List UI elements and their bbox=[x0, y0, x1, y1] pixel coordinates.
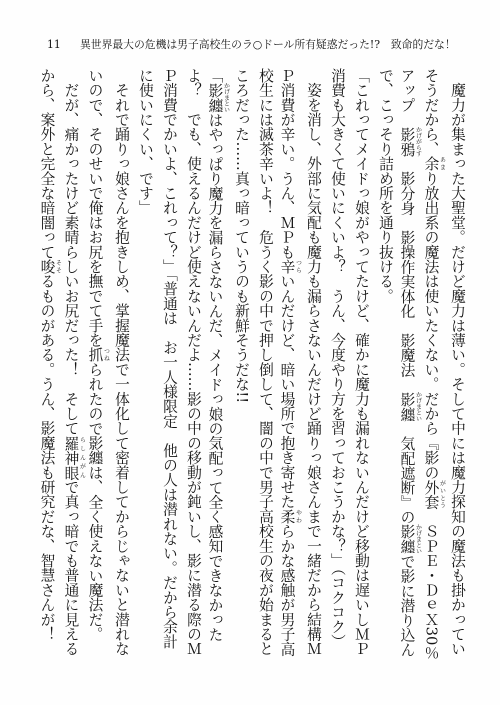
ruby-base: 外套 bbox=[422, 479, 440, 510]
text-run: 消費も大きくて使いにくいよ？ うん、今度やり方を習っておこうかな？」（コクコク） bbox=[329, 68, 346, 649]
furigana: あま bbox=[438, 156, 446, 171]
ruby-base: 影纏 bbox=[206, 82, 224, 113]
ruby-base: 影鴉 bbox=[398, 126, 416, 157]
text-run: 姿を消し、外部に気配も魔力も漏らさないんだけど踊りっ娘さんまで一緒だから結構Ｍ bbox=[305, 68, 322, 656]
text-line bbox=[445, 68, 469, 674]
text-line bbox=[61, 68, 85, 674]
text-run: から、案外と完全な暗闇って bbox=[38, 68, 56, 260]
text-run: るものがある。うん、影魔法も研究だな、智慧さんが！ bbox=[38, 273, 56, 642]
text-run: アップ bbox=[398, 68, 416, 127]
text-line bbox=[373, 68, 397, 674]
text-run: 影分身 影操作実体化 影魔法 bbox=[398, 156, 416, 392]
text-run: り放出系の魔法は使いたくない。だから『影の bbox=[422, 170, 440, 480]
text-line bbox=[37, 68, 61, 674]
ruby-word bbox=[398, 126, 422, 157]
text-run: 気配遮断』の bbox=[398, 421, 416, 525]
text-run: Ｐ消費が辛い。うん、ＭＰも bbox=[278, 68, 296, 260]
furigana: かげまとい bbox=[414, 524, 422, 555]
furigana: やわ bbox=[294, 509, 302, 524]
furigana: がいとう bbox=[438, 479, 446, 510]
ruby-base: 柔 bbox=[278, 509, 296, 524]
ruby-base: 羅神眼 bbox=[62, 435, 80, 480]
text-run: 校生には滅茶辛いよ！ 危うく影の中で押し倒して、闇の中で男子高校生の夜が始まると bbox=[257, 68, 274, 656]
text-line bbox=[157, 68, 181, 674]
text-run: Ｐ消費でかいよ、これって？」「普通は お一人様限定 他の人は潜れない。だから余計 bbox=[161, 68, 178, 649]
ruby-word bbox=[278, 509, 302, 524]
running-header bbox=[0, 37, 500, 53]
text-line bbox=[109, 68, 133, 674]
ruby-base: 影纏 bbox=[398, 524, 416, 555]
text-run: いので、そのせいで俺はお尻を撫でて手を bbox=[86, 68, 104, 348]
ruby-base: 余 bbox=[422, 156, 440, 171]
text-run: そうだから、 bbox=[422, 68, 440, 157]
text-line bbox=[301, 68, 325, 674]
text-run: よ？ でも、使えるんだけど使えないんだよ……影の中の移動が鈍いし、影に潜る際のＭ bbox=[185, 68, 202, 656]
text-run: だが、痛かったけど素晴らしいお尻だった！ そして bbox=[62, 68, 80, 436]
text-line bbox=[397, 68, 421, 674]
page-number: 11 bbox=[47, 38, 61, 51]
furigana: つら bbox=[294, 259, 302, 274]
furigana: つね bbox=[102, 347, 110, 363]
text-run: はやっぱり魔力を漏らさないんだ、メイドっ娘の気配って全く感知できなかった bbox=[206, 112, 224, 642]
ruby-word bbox=[38, 259, 62, 274]
furigana: かげまとい bbox=[414, 391, 422, 422]
text-run: られたので影纏は、全く使えない魔法だ。 bbox=[86, 362, 104, 642]
text-line bbox=[253, 68, 277, 674]
text-run: それで踊りっ娘さんを抱きしめ、掌握魔法で一体化して密着してからじゃないと潜れな bbox=[113, 68, 130, 656]
ruby-base: 唆 bbox=[38, 259, 56, 274]
text-line bbox=[277, 68, 301, 674]
ruby-base: 抓 bbox=[86, 347, 104, 363]
furigana: かげまとい bbox=[222, 82, 230, 113]
text-run: 「これってメイドっ娘がやってたけど、確かに魔力も漏れないんだけど移動は遅いしＭＰ bbox=[353, 68, 370, 656]
ruby-word bbox=[422, 479, 446, 510]
ruby-word bbox=[398, 524, 422, 555]
ruby-word bbox=[206, 82, 230, 113]
text-line bbox=[133, 68, 157, 674]
text-run: で真っ暗でも普通に見える bbox=[62, 479, 80, 657]
text-run: いんだけど、暗い場所で抱き寄せた bbox=[278, 273, 296, 510]
text-run: で影に潜り込ん bbox=[398, 554, 416, 657]
text-line bbox=[85, 68, 109, 674]
text-run: 魔力が集まった大聖堂。だけど魔力は薄い。そして中には魔力探知の魔法も掛かってい bbox=[449, 68, 466, 656]
text-run: らかな感触が男子高 bbox=[278, 523, 296, 657]
furigana: らしんがん bbox=[78, 435, 86, 480]
chapter-title: 異世界最大の危機は男子高校生のラ○ドール所有疑惑だった!? 致命的だな！ bbox=[80, 38, 456, 51]
text-line bbox=[421, 68, 445, 674]
ruby-word bbox=[278, 259, 302, 274]
furigana: そそ bbox=[54, 259, 62, 274]
text-line bbox=[229, 68, 253, 674]
text-run: に使いにくい、です」 bbox=[137, 68, 154, 215]
text-line bbox=[349, 68, 373, 674]
body-text bbox=[37, 68, 469, 674]
furigana: かげがらす bbox=[414, 126, 422, 157]
text-run: ＳＰＥ・ＤｅＸ30％ bbox=[422, 509, 440, 661]
ruby-word bbox=[62, 435, 86, 480]
ruby-word bbox=[86, 347, 110, 363]
text-run: 「 bbox=[206, 68, 224, 83]
text-line bbox=[325, 68, 349, 674]
ruby-base: 影纏 bbox=[398, 391, 416, 422]
ruby-base: 辛 bbox=[278, 259, 296, 274]
text-line bbox=[205, 68, 229, 674]
ruby-word bbox=[422, 156, 446, 171]
ruby-word bbox=[398, 391, 422, 422]
text-line bbox=[181, 68, 205, 674]
text-run: ころだった……真っ暗っていうのも新鮮そうだな!! bbox=[233, 68, 250, 404]
text-run: で、こっそり詰め所を通り抜ける。 bbox=[377, 68, 394, 304]
